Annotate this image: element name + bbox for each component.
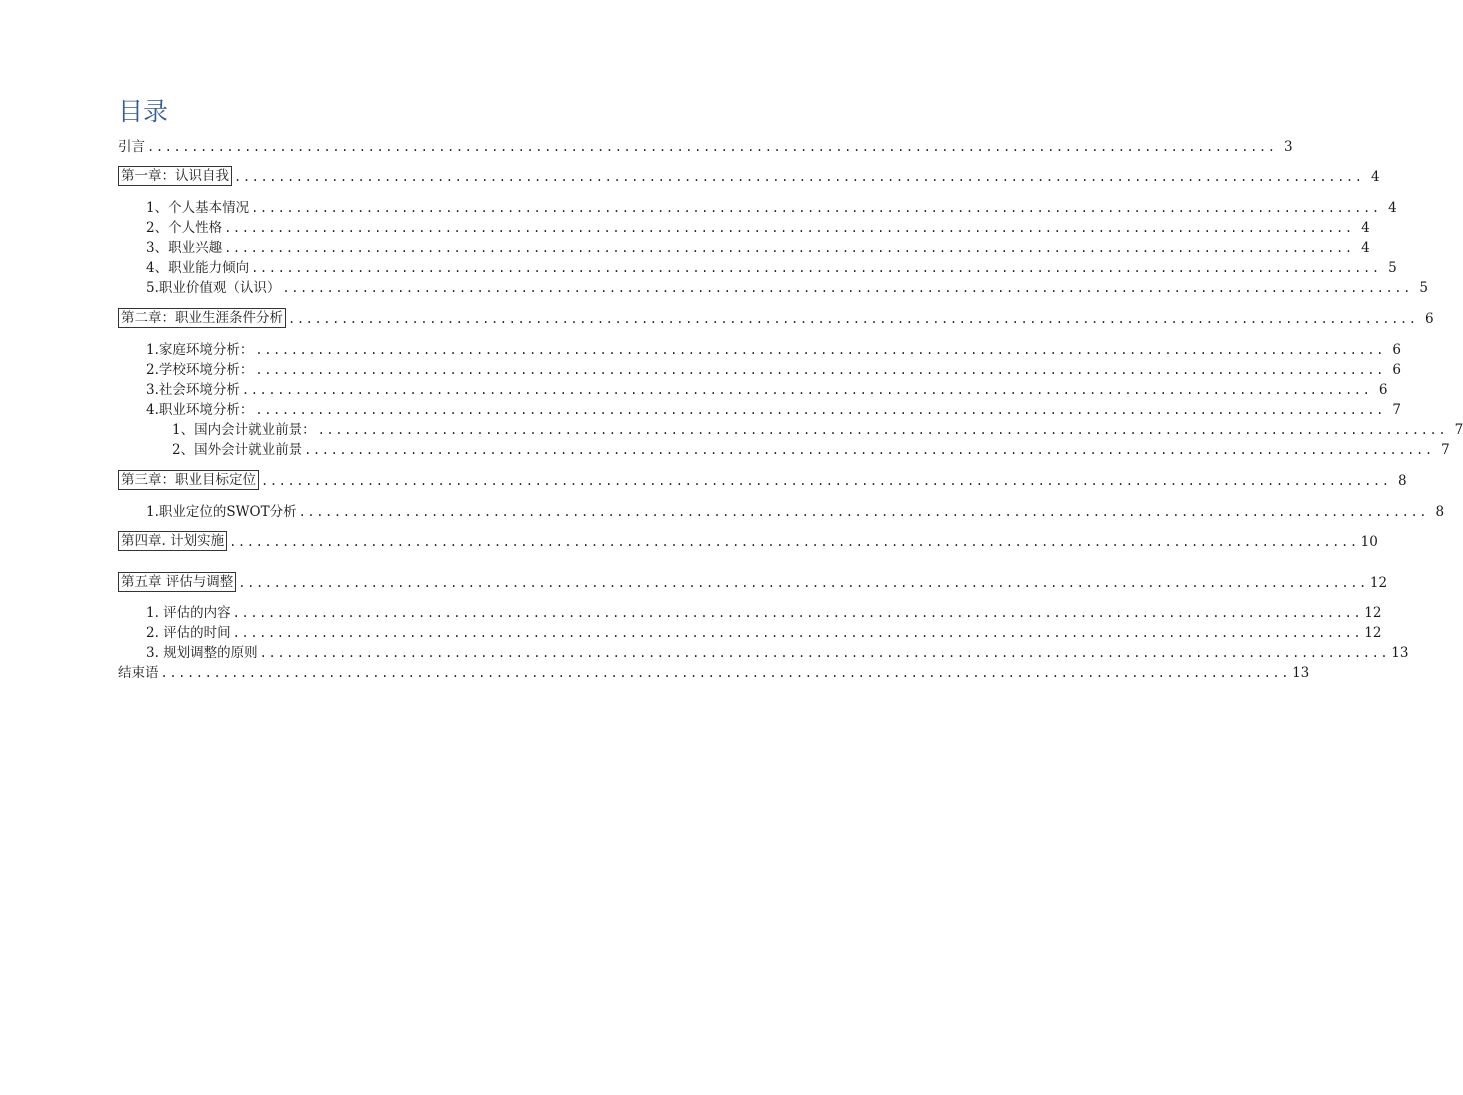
toc-entry-label: 第五章 评估与调整 bbox=[118, 572, 236, 592]
toc-entry-1-2[interactable] bbox=[146, 217, 1370, 237]
toc-entry-2-4[interactable] bbox=[146, 399, 1401, 419]
toc-page-number: 13 bbox=[1391, 645, 1409, 661]
toc-leader: ................................................................................................................................ bbox=[259, 646, 1390, 660]
toc-leader: ................................................................................................................................ bbox=[317, 423, 1448, 437]
toc-entry-label: 2、个人性格 bbox=[146, 220, 223, 236]
toc-page-number: 3 bbox=[1283, 139, 1293, 155]
toc-page-number: 6 bbox=[1378, 382, 1388, 398]
toc-page-number: 12 bbox=[1364, 605, 1382, 621]
toc-leader: ................................................................................................................................ bbox=[241, 383, 1372, 397]
toc-title: 目录 bbox=[118, 97, 169, 126]
toc-leader: ................................................................................................................................ bbox=[298, 505, 1429, 519]
toc-leader: ................................................................................................................................ bbox=[304, 443, 1434, 457]
toc-entry-1-4[interactable] bbox=[146, 257, 1397, 277]
toc-entry-2-4-2[interactable] bbox=[172, 439, 1450, 459]
toc-entry-5-2[interactable] bbox=[146, 622, 1382, 642]
toc-page-number: 5 bbox=[1388, 260, 1397, 276]
toc-entry-chapter-2[interactable] bbox=[118, 308, 1434, 328]
toc-entry-2-4-1[interactable] bbox=[172, 419, 1463, 439]
toc-leader: ................................................................................................................................ bbox=[234, 170, 1364, 184]
toc-page-number: 4 bbox=[1388, 200, 1397, 216]
toc-entry-label: 1. 评估的内容 bbox=[146, 605, 231, 621]
toc-entry-label: 1、国内会计就业前景： bbox=[172, 422, 316, 438]
toc-page-number: 4 bbox=[1370, 169, 1380, 185]
toc-entry-5-3[interactable] bbox=[146, 642, 1409, 662]
toc-page-number: 6 bbox=[1392, 362, 1401, 378]
toc-leader: ................................................................................................................................ bbox=[224, 221, 1354, 235]
toc-page-number: 6 bbox=[1424, 311, 1434, 327]
toc-page-number: 4 bbox=[1361, 220, 1370, 236]
toc-entry-3-1[interactable] bbox=[146, 501, 1445, 521]
toc-entry-label: 2.学校环境分析： bbox=[146, 362, 254, 378]
toc-leader: ................................................................................................................................ bbox=[238, 576, 1368, 590]
toc-leader: ................................................................................................................................ bbox=[229, 535, 1359, 549]
toc-entry-2-3[interactable] bbox=[146, 379, 1388, 399]
toc-leader: ................................................................................................................................ bbox=[288, 312, 1418, 326]
toc-page-number: 7 bbox=[1392, 402, 1401, 418]
toc-leader: ................................................................................................................................ bbox=[232, 626, 1363, 640]
toc-leader: ................................................................................................................................ bbox=[261, 474, 1391, 488]
toc-entry-label: 5.职业价值观（认识） bbox=[146, 280, 281, 296]
toc-entry-1-5[interactable] bbox=[146, 277, 1428, 297]
toc-entry-label: 第二章：职业生涯条件分析 bbox=[118, 308, 286, 328]
toc-entry-label: 引言 bbox=[118, 139, 145, 155]
toc-entry-chapter-1[interactable] bbox=[118, 166, 1380, 186]
toc-page-number: 12 bbox=[1364, 625, 1382, 641]
toc-page-number: 7 bbox=[1454, 422, 1463, 438]
toc-entry-label: 2. 评估的时间 bbox=[146, 625, 231, 641]
toc-leader: ................................................................................................................................ bbox=[251, 261, 1381, 275]
toc-leader: ................................................................................................................................ bbox=[224, 241, 1354, 255]
toc-entry-chapter-3[interactable] bbox=[118, 470, 1407, 490]
toc-entry-1-1[interactable] bbox=[146, 197, 1397, 217]
toc-page-number: 8 bbox=[1397, 473, 1407, 489]
toc-page-number: 4 bbox=[1361, 240, 1370, 256]
toc-leader: ................................................................................................................................ bbox=[160, 666, 1291, 680]
toc-entry-label: 结束语 bbox=[118, 665, 159, 681]
toc-entry-label: 4、职业能力倾向 bbox=[146, 260, 250, 276]
toc-entry-label: 第四章. 计划实施 bbox=[118, 531, 227, 551]
toc-leader: ................................................................................................................................ bbox=[232, 606, 1363, 620]
toc-page-number: 8 bbox=[1435, 504, 1445, 520]
toc-entry-1-3[interactable] bbox=[146, 237, 1370, 257]
toc-entry-label: 2、国外会计就业前景 bbox=[172, 442, 303, 458]
toc-page-number: 6 bbox=[1392, 342, 1401, 358]
toc-leader: ................................................................................................................................ bbox=[255, 403, 1385, 417]
toc-entry-label: 4.职业环境分析： bbox=[146, 402, 254, 418]
toc-entry-5-1[interactable] bbox=[146, 602, 1382, 622]
toc-entry-intro[interactable] bbox=[118, 136, 1293, 156]
toc-leader: ................................................................................................................................ bbox=[282, 281, 1412, 295]
toc-leader: ................................................................................................................................ bbox=[251, 201, 1381, 215]
toc-page-number: 5 bbox=[1419, 280, 1428, 296]
toc-page-number: 7 bbox=[1441, 442, 1450, 458]
toc-leader: ................................................................................................................................ bbox=[147, 140, 1277, 154]
toc-entry-2-1[interactable] bbox=[146, 339, 1401, 359]
toc-entry-label: 3.社会环境分析 bbox=[146, 382, 240, 398]
toc-entry-label: 3. 规划调整的原则 bbox=[146, 645, 258, 661]
toc-entry-label: 1.职业定位的SWOT分析 bbox=[146, 504, 297, 520]
toc-entry-chapter-5[interactable] bbox=[118, 572, 1388, 592]
toc-page-number: 12 bbox=[1369, 575, 1388, 591]
toc-leader: ................................................................................................................................ bbox=[255, 343, 1385, 357]
toc-entry-label: 1、个人基本情况 bbox=[146, 200, 250, 216]
toc-entry-chapter-4[interactable] bbox=[118, 531, 1378, 551]
toc-entry-label: 第三章：职业目标定位 bbox=[118, 470, 259, 490]
toc-entry-label: 1.家庭环境分析： bbox=[146, 342, 254, 358]
toc-leader: ................................................................................................................................ bbox=[255, 363, 1385, 377]
toc-entry-label: 第一章：认识自我 bbox=[118, 166, 232, 186]
toc-page-number: 10 bbox=[1360, 534, 1378, 550]
toc-page-number: 13 bbox=[1292, 665, 1310, 681]
toc-entry-2-2[interactable] bbox=[146, 359, 1401, 379]
toc-entry-conclusion[interactable] bbox=[118, 662, 1310, 682]
toc-entry-label: 3、职业兴趣 bbox=[146, 240, 223, 256]
